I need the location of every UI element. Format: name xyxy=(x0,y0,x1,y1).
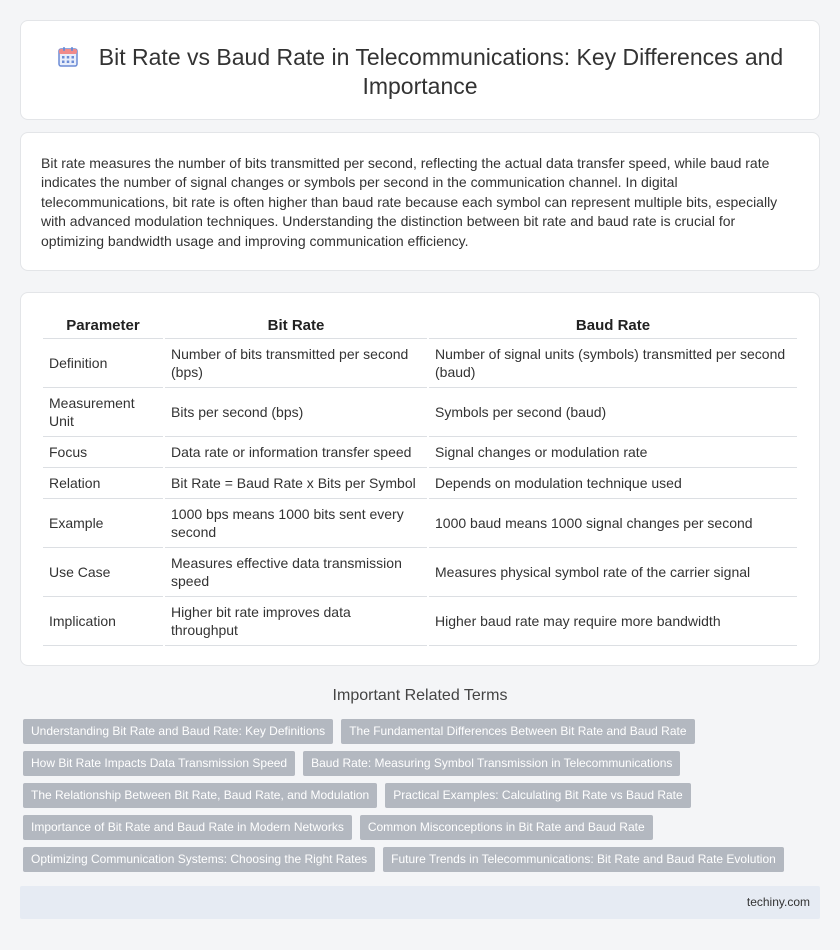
page-title: Bit Rate vs Baud Rate in Telecommunications: Key Differences and Importance xyxy=(98,44,784,99)
related-term-tag[interactable]: Understanding Bit Rate and Baud Rate: Key Definitions xyxy=(23,719,333,744)
table-row xyxy=(43,388,797,437)
related-term-tag[interactable]: Practical Examples: Calculating Bit Rate vs Baud Rate xyxy=(385,783,690,808)
related-term-tag[interactable]: The Relationship Between Bit Rate, Baud Rate, and Modulation xyxy=(23,783,377,808)
comparison-table xyxy=(41,313,799,646)
table-row xyxy=(43,339,797,388)
table-cell: 1000 baud means 1000 signal changes per second xyxy=(429,499,797,548)
table-row xyxy=(43,597,797,646)
related-term-tag[interactable]: How Bit Rate Impacts Data Transmission Speed xyxy=(23,751,295,776)
table-cell: Measures physical symbol rate of the carrier signal xyxy=(429,548,797,597)
related-term-tag[interactable]: Importance of Bit Rate and Baud Rate in Modern Networks xyxy=(23,815,352,840)
table-cell: Number of signal units (symbols) transmitted per second (baud) xyxy=(429,339,797,388)
intro-paragraph: Bit rate measures the number of bits transmitted per second, reflecting the actual data transfer speed, while baud rate indicates the number of signal changes or symbols per second in the communication channel. In digital telecommunications, bit rate is often higher than baud rate because each symbol can represent multiple bits, especially with advanced modulation techniques. Understanding the distinction between bit rate and baud rate is crucial for optimizing bandwidth usage and improving communication efficiency. xyxy=(41,155,778,249)
header-baud-rate: Baud Rate xyxy=(429,313,797,339)
table-cell: Higher baud rate may require more bandwidth xyxy=(429,597,797,646)
table-cell: Example xyxy=(43,499,163,548)
intro-card xyxy=(20,132,820,271)
footer xyxy=(20,886,820,919)
table-cell: Implication xyxy=(43,597,163,646)
tag-row xyxy=(23,719,823,751)
related-term-tag[interactable]: The Fundamental Differences Between Bit Rate and Baud Rate xyxy=(341,719,694,744)
tag-row xyxy=(23,847,823,879)
table-cell: Signal changes or modulation rate xyxy=(429,437,797,468)
related-term-tag[interactable]: Optimizing Communication Systems: Choosing the Right Rates xyxy=(23,847,375,872)
calendar-icon xyxy=(57,46,79,68)
table-cell: Higher bit rate improves data throughput xyxy=(165,597,427,646)
table-row xyxy=(43,468,797,499)
table-cell: Bits per second (bps) xyxy=(165,388,427,437)
table-cell: Definition xyxy=(43,339,163,388)
footer-site-link[interactable]: techiny.com xyxy=(746,895,810,909)
table-cell: Symbols per second (baud) xyxy=(429,388,797,437)
related-term-tag[interactable]: Baud Rate: Measuring Symbol Transmission in Telecommunications xyxy=(303,751,680,776)
related-terms-title: Important Related Terms xyxy=(332,687,508,704)
page-title-wrap xyxy=(21,43,819,101)
table-cell: 1000 bps means 1000 bits sent every second xyxy=(165,499,427,548)
related-term-tag[interactable]: Future Trends in Telecommunications: Bit Rate and Baud Rate Evolution xyxy=(383,847,784,872)
table-header-row xyxy=(43,313,797,339)
related-terms-list xyxy=(23,719,823,879)
table-row xyxy=(43,548,797,597)
tag-row xyxy=(23,751,823,783)
table-row xyxy=(43,499,797,548)
table-cell: Depends on modulation technique used xyxy=(429,468,797,499)
table-cell: Relation xyxy=(43,468,163,499)
table-cell: Focus xyxy=(43,437,163,468)
comparison-table-card xyxy=(20,292,820,666)
table-row xyxy=(43,437,797,468)
table-cell: Number of bits transmitted per second (bps) xyxy=(165,339,427,388)
table-cell: Measures effective data transmission speed xyxy=(165,548,427,597)
header-card xyxy=(20,20,820,120)
tag-row xyxy=(23,815,823,847)
table-cell: Use Case xyxy=(43,548,163,597)
header-parameter: Parameter xyxy=(43,313,163,339)
related-term-tag[interactable]: Common Misconceptions in Bit Rate and Baud Rate xyxy=(360,815,653,840)
table-cell: Data rate or information transfer speed xyxy=(165,437,427,468)
table-cell: Bit Rate = Baud Rate x Bits per Symbol xyxy=(165,468,427,499)
tag-row xyxy=(23,783,823,815)
header-bit-rate: Bit Rate xyxy=(165,313,427,339)
table-cell: Measurement Unit xyxy=(43,388,163,437)
